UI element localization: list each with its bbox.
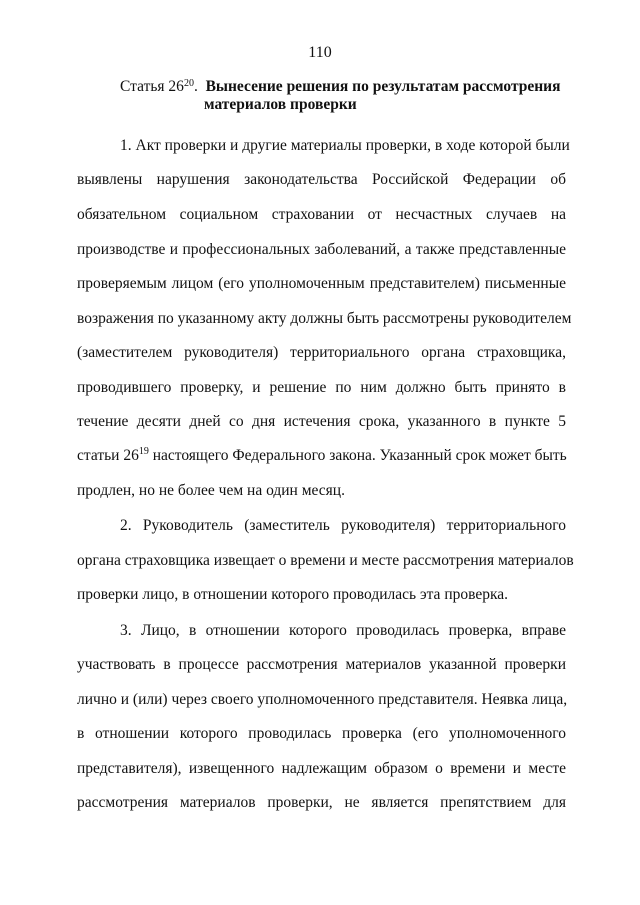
paragraph-3-line: представителя), извещенного надлежащим образом о времени и месте [77,760,566,777]
paragraph-3-line: участвовать в процессе рассмотрения материалов указанной проверки [77,656,566,673]
article-reference-prefix: статьи 26 [77,447,139,464]
article-heading [120,78,566,114]
paragraph-1-line-rest: настоящего Федерального закона. Указанный срок может быть [148,447,567,464]
paragraph-1-line: (заместителем руководителя) территориального органа страховщика, [77,344,566,361]
paragraph-1-line: проводившего проверку, и решение по ним должно быть принято в [77,379,566,396]
paragraph-1-line: выявлены нарушения законодательства Российской Федерации об [77,171,566,188]
paragraph-1-line: 1. Акт проверки и другие материалы проверки, в ходе которой были [120,137,570,154]
paragraph-2-line: органа страховщика извещает о времени и месте рассмотрения материалов [77,552,574,569]
page-number: 110 [308,44,332,61]
paragraph-1-line: течение десяти дней со дня истечения срока, указанного в пункте 5 [77,413,566,430]
paragraph-1-line-with-reference [77,446,566,466]
article-number-dot: . [193,78,198,95]
paragraph-2-line: 2. Руководитель (заместитель руководителя) территориального [120,517,566,534]
paragraph-1-line: производстве и профессиональных заболеваний, а также представленные [77,241,566,258]
article-number-superscript: 20 [183,78,194,89]
article-number-prefix: Статья 26 [120,78,184,95]
article-reference-superscript: 19 [138,446,149,457]
paragraph-1-line: обязательном социальном страховании от несчастных случаев на [77,206,566,223]
paragraph-1-line: проверяемым лицом (его уполномоченным представителем) письменные [77,275,566,292]
article-title-line-1: Вынесение решения по результатам рассмотрения [205,78,561,95]
paragraph-2-line: проверки лицо, в отношении которого проводилась эта проверка. [77,586,509,603]
paragraph-3-line: 3. Лицо, в отношении которого проводилась проверка, вправе [120,622,566,639]
paragraph-3-line: в отношении которого проводилась проверка (его уполномоченного [77,725,566,742]
paragraph-1-line: продлен, но не более чем на один месяц. [77,482,345,499]
paragraph-3-line: лично и (или) через своего уполномоченного представителя. Неявка лица, [77,691,568,708]
article-title-line-2: материалов проверки [204,96,357,113]
paragraph-1-line: возражения по указанному акту должны быть рассмотрены руководителем [77,310,572,327]
article-number [120,78,198,95]
paragraph-3-line: рассмотрения материалов проверки, не является препятствием для [77,794,566,811]
